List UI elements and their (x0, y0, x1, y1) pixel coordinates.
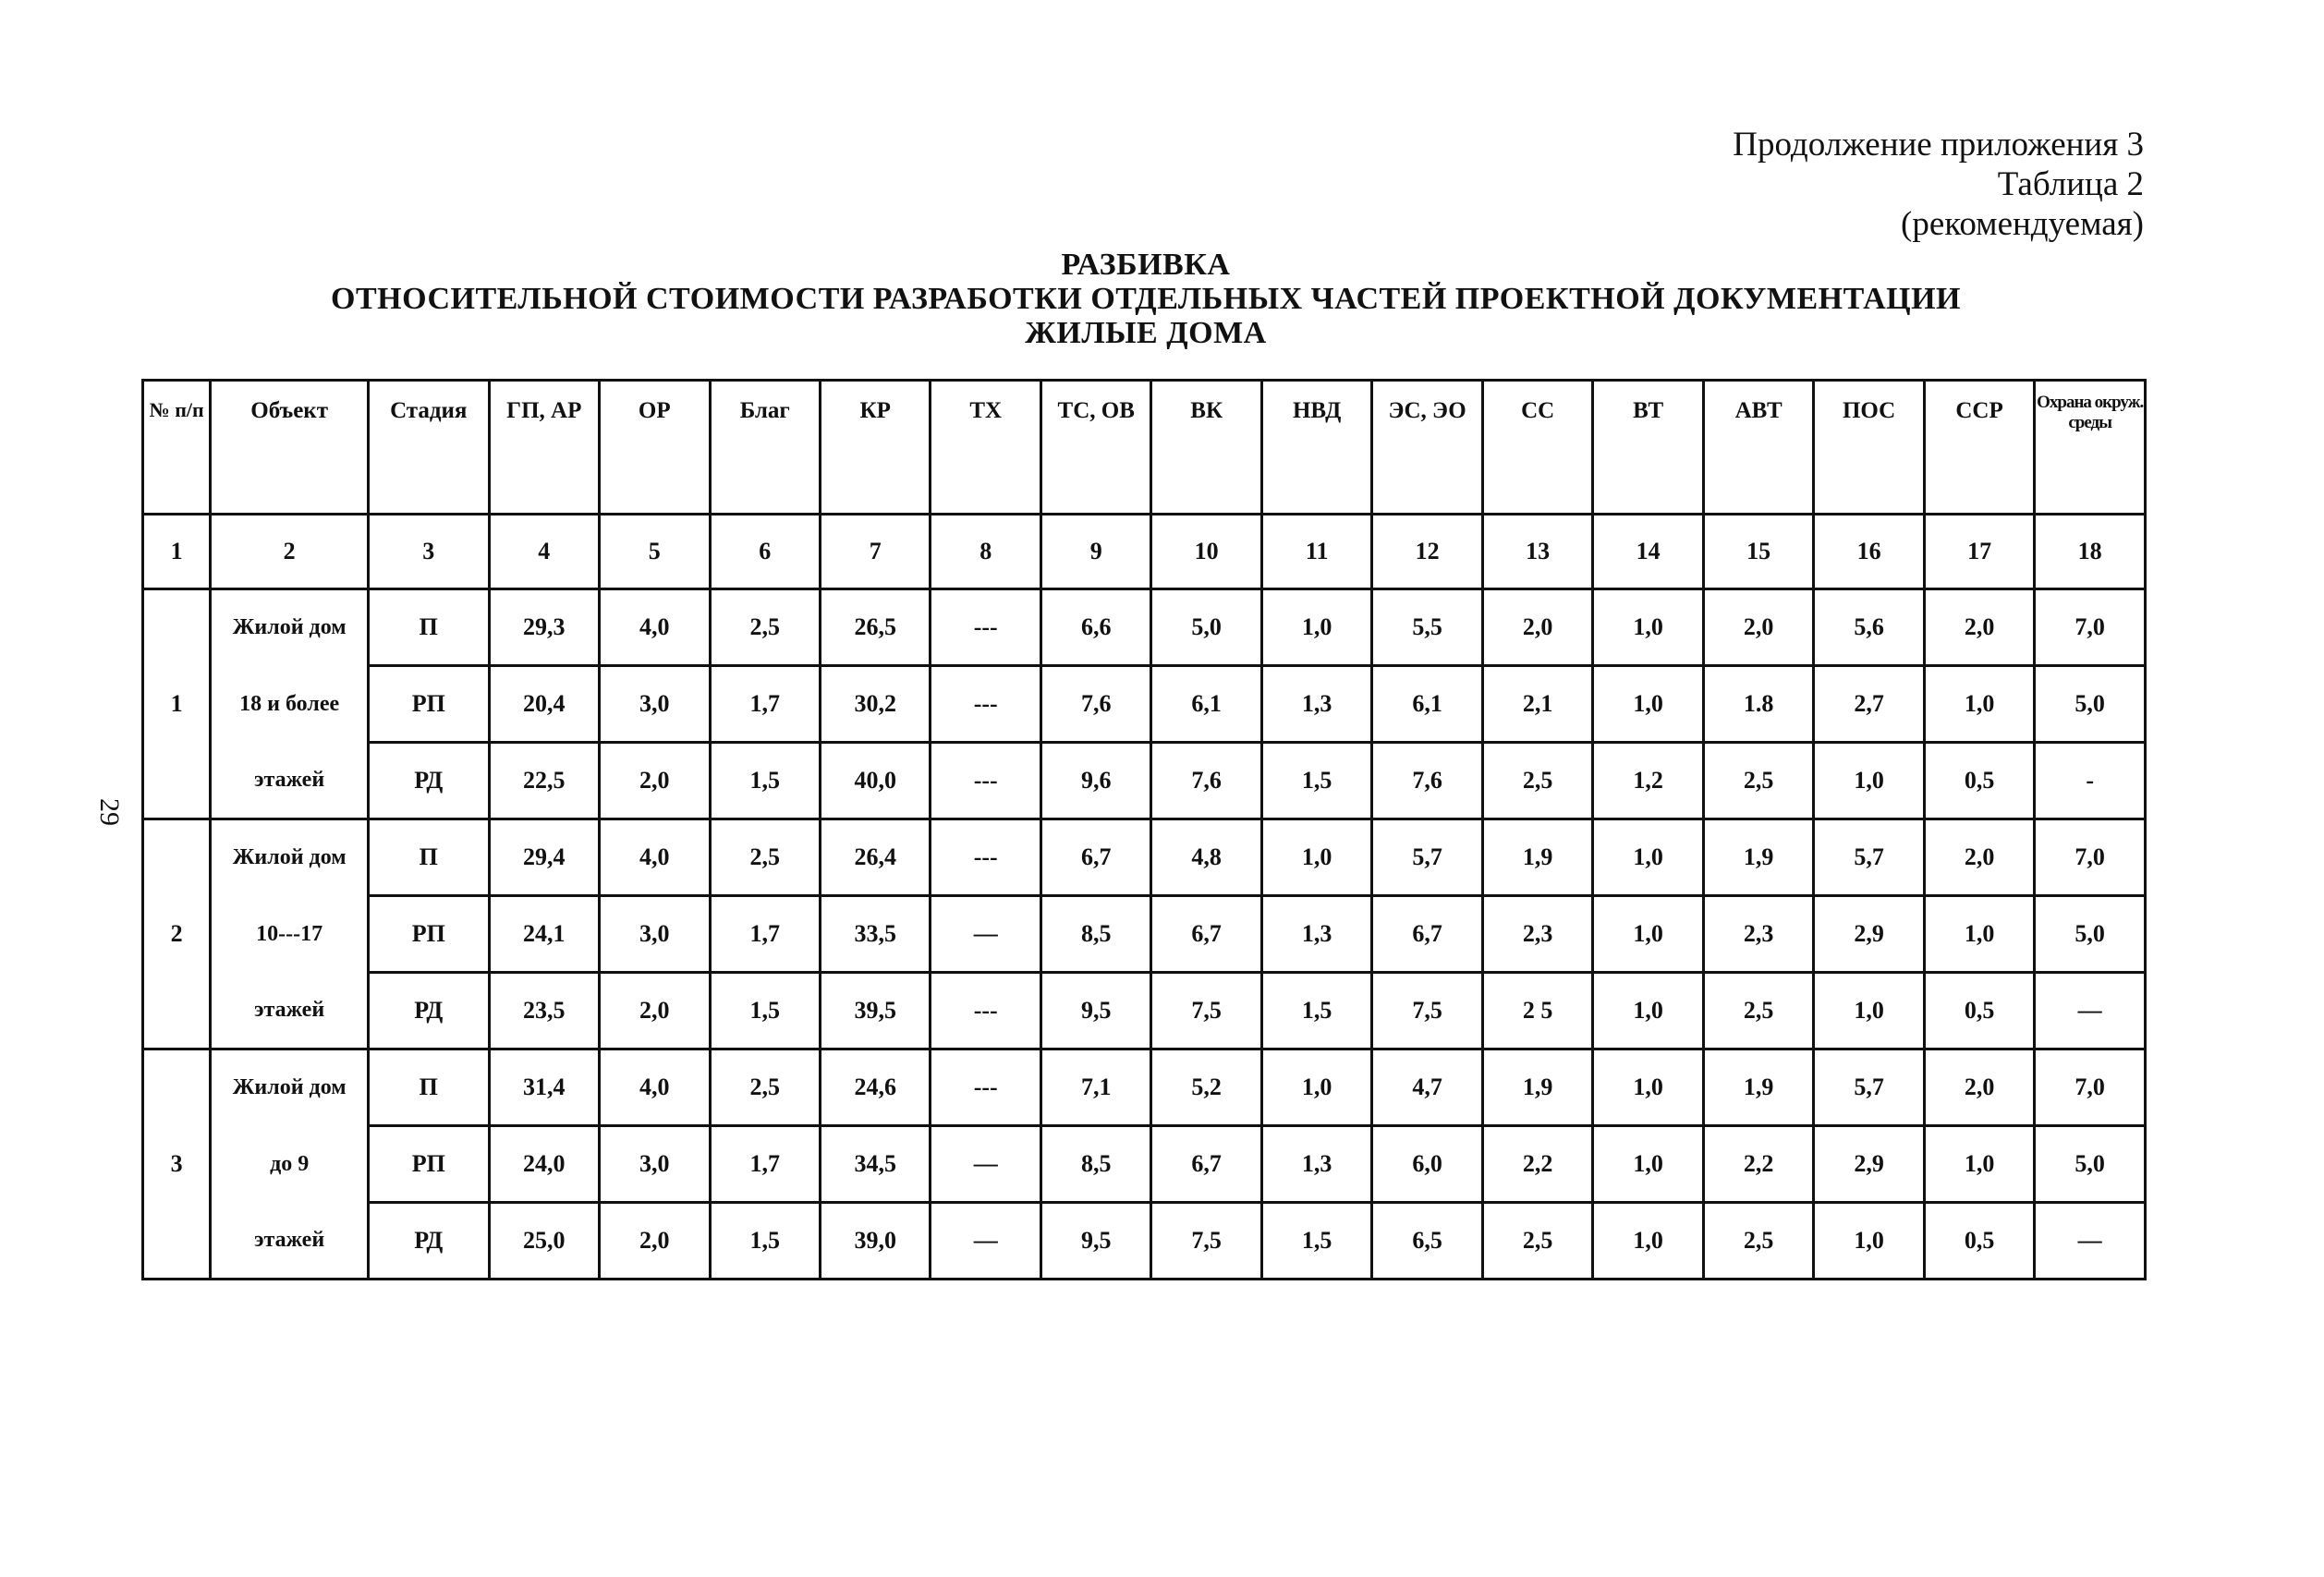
value-cell: 1,7 (710, 666, 820, 743)
value-cell: 2,9 (1814, 896, 1924, 973)
column-number: 8 (931, 515, 1040, 589)
value-cell: 2,0 (1482, 589, 1592, 666)
value-cell: 7,6 (1040, 666, 1150, 743)
value-cell: — (2035, 973, 2146, 1049)
value-cell: 1,0 (1261, 819, 1371, 896)
table-status: (рекомендуемая) (1901, 205, 2144, 243)
value-cell: 24,0 (489, 1126, 599, 1203)
value-cell: 1,0 (1924, 1126, 2034, 1203)
value-cell: 6,6 (1040, 589, 1150, 666)
stage-cell: РД (369, 743, 490, 819)
value-cell: 1,0 (1593, 973, 1703, 1049)
value-cell: 2,3 (1482, 896, 1592, 973)
value-cell: 2,5 (1703, 1203, 1813, 1280)
value-cell: 3,0 (600, 666, 710, 743)
value-cell: 2,5 (710, 1049, 820, 1126)
value-cell: 7,0 (2035, 589, 2146, 666)
column-header: Объект (211, 381, 369, 515)
value-cell: 7,5 (1372, 973, 1482, 1049)
stage-cell: РП (369, 896, 490, 973)
value-cell: 3,0 (600, 1126, 710, 1203)
column-header: ОР (600, 381, 710, 515)
column-header: ВК (1151, 381, 1261, 515)
column-header: СС (1482, 381, 1592, 515)
value-cell: — (931, 1203, 1040, 1280)
value-cell: 2,0 (600, 973, 710, 1049)
column-header: ВТ (1593, 381, 1703, 515)
value-cell: 30,2 (820, 666, 930, 743)
value-cell: 2,0 (1924, 1049, 2034, 1126)
row-number: 1 (143, 589, 211, 819)
value-cell: 39,5 (820, 973, 930, 1049)
value-cell: 5,5 (1372, 589, 1482, 666)
stage-cell: РД (369, 1203, 490, 1280)
value-cell: 9,5 (1040, 973, 1150, 1049)
value-cell: 2,0 (1703, 589, 1813, 666)
value-cell: 1,9 (1703, 819, 1813, 896)
value-cell: 24,6 (820, 1049, 930, 1126)
value-cell: 5,0 (2035, 896, 2146, 973)
column-number: 18 (2035, 515, 2146, 589)
value-cell: 6,7 (1040, 819, 1150, 896)
column-header: АВТ (1703, 381, 1813, 515)
value-cell: 7,5 (1151, 973, 1261, 1049)
value-cell: 1,9 (1482, 819, 1592, 896)
table-row (143, 666, 2146, 743)
value-cell: 1,3 (1261, 896, 1371, 973)
value-cell: 1,0 (1593, 666, 1703, 743)
table-row (143, 819, 2146, 896)
value-cell: 4,0 (600, 1049, 710, 1126)
cost-breakdown-table (141, 379, 2147, 1280)
value-cell: 0,5 (1924, 743, 2034, 819)
value-cell: 5,7 (1814, 819, 1924, 896)
value-cell: 1,0 (1814, 1203, 1924, 1280)
value-cell: 1,3 (1261, 1126, 1371, 1203)
appendix-continuation: Продолжение приложения 3 (1733, 126, 2144, 164)
value-cell: 8,5 (1040, 1126, 1150, 1203)
value-cell: 4,8 (1151, 819, 1261, 896)
table-row (143, 1203, 2146, 1280)
value-cell: 2,9 (1814, 1126, 1924, 1203)
value-cell: — (2035, 1203, 2146, 1280)
value-cell: 1.8 (1703, 666, 1813, 743)
value-cell: 2,5 (710, 589, 820, 666)
value-cell: 4,0 (600, 589, 710, 666)
value-cell: 9,5 (1040, 1203, 1150, 1280)
column-number: 6 (710, 515, 820, 589)
value-cell: 1,9 (1703, 1049, 1813, 1126)
value-cell: 2,0 (600, 1203, 710, 1280)
value-cell: 1,3 (1261, 666, 1371, 743)
value-cell: 2 5 (1482, 973, 1592, 1049)
object-name: до 9 (211, 1126, 369, 1203)
value-cell: 29,4 (489, 819, 599, 896)
column-header: НВД (1261, 381, 1371, 515)
value-cell: 1,7 (710, 896, 820, 973)
column-number: 5 (600, 515, 710, 589)
column-header: ГП, АР (489, 381, 599, 515)
value-cell: --- (931, 743, 1040, 819)
value-cell: 26,4 (820, 819, 930, 896)
value-cell: --- (931, 666, 1040, 743)
table-row (143, 1126, 2146, 1203)
object-name: этажей (211, 973, 369, 1049)
object-name: этажей (211, 743, 369, 819)
column-header: ЭС, ЭО (1372, 381, 1482, 515)
value-cell: 1,0 (1924, 896, 2034, 973)
value-cell: 0,5 (1924, 973, 2034, 1049)
value-cell: 7,1 (1040, 1049, 1150, 1126)
value-cell: - (2035, 743, 2146, 819)
column-number: 12 (1372, 515, 1482, 589)
column-number: 9 (1040, 515, 1150, 589)
column-number: 7 (820, 515, 930, 589)
value-cell: — (931, 1126, 1040, 1203)
column-header: Благ (710, 381, 820, 515)
value-cell: 22,5 (489, 743, 599, 819)
value-cell: 1,0 (1593, 1049, 1703, 1126)
title-line-1: РАЗБИВКА (1061, 248, 1231, 282)
value-cell: 1,0 (1593, 1203, 1703, 1280)
value-cell: 2,2 (1703, 1126, 1813, 1203)
column-number: 2 (211, 515, 369, 589)
stage-cell: РП (369, 1126, 490, 1203)
column-number: 13 (1482, 515, 1592, 589)
value-cell: 1,0 (1593, 589, 1703, 666)
value-cell: 40,0 (820, 743, 930, 819)
column-number: 1 (143, 515, 211, 589)
column-number: 14 (1593, 515, 1703, 589)
value-cell: 6,5 (1372, 1203, 1482, 1280)
value-cell: 5,6 (1814, 589, 1924, 666)
value-cell: 1,0 (1593, 896, 1703, 973)
value-cell: 1,5 (1261, 743, 1371, 819)
value-cell: 6,0 (1372, 1126, 1482, 1203)
value-cell: 20,4 (489, 666, 599, 743)
value-cell: 7,6 (1151, 743, 1261, 819)
value-cell: 5,0 (1151, 589, 1261, 666)
column-header: Охрана окруж. среды (2035, 381, 2146, 515)
value-cell: 1,5 (710, 743, 820, 819)
column-number-row (143, 515, 2146, 589)
value-cell: 5,7 (1372, 819, 1482, 896)
value-cell: 1,5 (710, 973, 820, 1049)
table-row (143, 743, 2146, 819)
value-cell: 1,0 (1814, 973, 1924, 1049)
row-number: 3 (143, 1049, 211, 1280)
column-header: ССР (1924, 381, 2034, 515)
column-header: № п/п (143, 381, 211, 515)
value-cell: 2,1 (1482, 666, 1592, 743)
value-cell: 2,0 (1924, 589, 2034, 666)
table-row (143, 973, 2146, 1049)
value-cell: 6,7 (1151, 1126, 1261, 1203)
value-cell: 1,9 (1482, 1049, 1592, 1126)
value-cell: 1,5 (1261, 973, 1371, 1049)
value-cell: 2,5 (1703, 973, 1813, 1049)
column-number: 16 (1814, 515, 1924, 589)
value-cell: 7,5 (1151, 1203, 1261, 1280)
title-line-3: ЖИЛЫЕ ДОМА (1025, 316, 1267, 350)
column-header: ТХ (931, 381, 1040, 515)
column-number: 4 (489, 515, 599, 589)
object-name: 18 и более (211, 666, 369, 743)
value-cell: 1,0 (1261, 589, 1371, 666)
value-cell: 0,5 (1924, 1203, 2034, 1280)
value-cell: 7,6 (1372, 743, 1482, 819)
value-cell: 2,0 (1924, 819, 2034, 896)
value-cell: 1,2 (1593, 743, 1703, 819)
value-cell: 6,1 (1151, 666, 1261, 743)
value-cell: 29,3 (489, 589, 599, 666)
value-cell: 39,0 (820, 1203, 930, 1280)
table-number: Таблица 2 (1997, 165, 2144, 203)
value-cell: 23,5 (489, 973, 599, 1049)
value-cell: 1,5 (710, 1203, 820, 1280)
value-cell: 2,3 (1703, 896, 1813, 973)
appendix-header (1733, 125, 2144, 244)
value-cell: 8,5 (1040, 896, 1150, 973)
value-cell: 26,5 (820, 589, 930, 666)
column-number: 3 (369, 515, 490, 589)
object-name: Жилой дом (211, 1049, 369, 1126)
stage-cell: П (369, 1049, 490, 1126)
value-cell: 3,0 (600, 896, 710, 973)
value-cell: 24,1 (489, 896, 599, 973)
value-cell: 6,7 (1372, 896, 1482, 973)
value-cell: 2,0 (600, 743, 710, 819)
value-cell: 2,7 (1814, 666, 1924, 743)
object-name: Жилой дом (211, 589, 369, 666)
value-cell: 1,0 (1261, 1049, 1371, 1126)
header-row (143, 381, 2146, 515)
value-cell: 1,0 (1814, 743, 1924, 819)
value-cell: --- (931, 973, 1040, 1049)
value-cell: 33,5 (820, 896, 930, 973)
value-cell: 4,7 (1372, 1049, 1482, 1126)
value-cell: 5,7 (1814, 1049, 1924, 1126)
table-row (143, 589, 2146, 666)
column-header: ПОС (1814, 381, 1924, 515)
value-cell: 1,0 (1593, 1126, 1703, 1203)
table-row (143, 896, 2146, 973)
value-cell: 2,5 (1482, 1203, 1592, 1280)
value-cell: --- (931, 1049, 1040, 1126)
column-header: КР (820, 381, 930, 515)
object-name: Жилой дом (211, 819, 369, 896)
value-cell: 9,6 (1040, 743, 1150, 819)
value-cell: 34,5 (820, 1126, 930, 1203)
value-cell: 5,0 (2035, 666, 2146, 743)
title-line-2: ОТНОСИТЕЛЬНОЙ СТОИМОСТИ РАЗРАБОТКИ ОТДЕЛЬНЫХ ЧАСТЕЙ ПРОЕКТНОЙ ДОКУМЕНТАЦИИ (331, 282, 1961, 316)
value-cell: 2,5 (710, 819, 820, 896)
stage-cell: П (369, 819, 490, 896)
page-number: 29 (94, 798, 125, 826)
object-name: этажей (211, 1203, 369, 1280)
value-cell: 7,0 (2035, 819, 2146, 896)
value-cell: --- (931, 589, 1040, 666)
value-cell: 1,7 (710, 1126, 820, 1203)
value-cell: 2,2 (1482, 1126, 1592, 1203)
column-number: 10 (1151, 515, 1261, 589)
object-name: 10---17 (211, 896, 369, 973)
stage-cell: РП (369, 666, 490, 743)
value-cell: 1,5 (1261, 1203, 1371, 1280)
value-cell: — (931, 896, 1040, 973)
value-cell: 4,0 (600, 819, 710, 896)
column-number: 15 (1703, 515, 1813, 589)
stage-cell: РД (369, 973, 490, 1049)
value-cell: 6,1 (1372, 666, 1482, 743)
value-cell: 2,5 (1482, 743, 1592, 819)
value-cell: 1,0 (1593, 819, 1703, 896)
stage-cell: П (369, 589, 490, 666)
value-cell: 25,0 (489, 1203, 599, 1280)
value-cell: 31,4 (489, 1049, 599, 1126)
row-number: 2 (143, 819, 211, 1049)
value-cell: 6,7 (1151, 896, 1261, 973)
column-header: ТС, ОВ (1040, 381, 1150, 515)
value-cell: --- (931, 819, 1040, 896)
value-cell: 5,2 (1151, 1049, 1261, 1126)
value-cell: 5,0 (2035, 1126, 2146, 1203)
value-cell: 1,0 (1924, 666, 2034, 743)
value-cell: 7,0 (2035, 1049, 2146, 1126)
table-row (143, 1049, 2146, 1126)
document-title (139, 248, 2153, 350)
column-number: 17 (1924, 515, 2034, 589)
column-header: Стадия (369, 381, 490, 515)
value-cell: 2,5 (1703, 743, 1813, 819)
column-number: 11 (1261, 515, 1371, 589)
